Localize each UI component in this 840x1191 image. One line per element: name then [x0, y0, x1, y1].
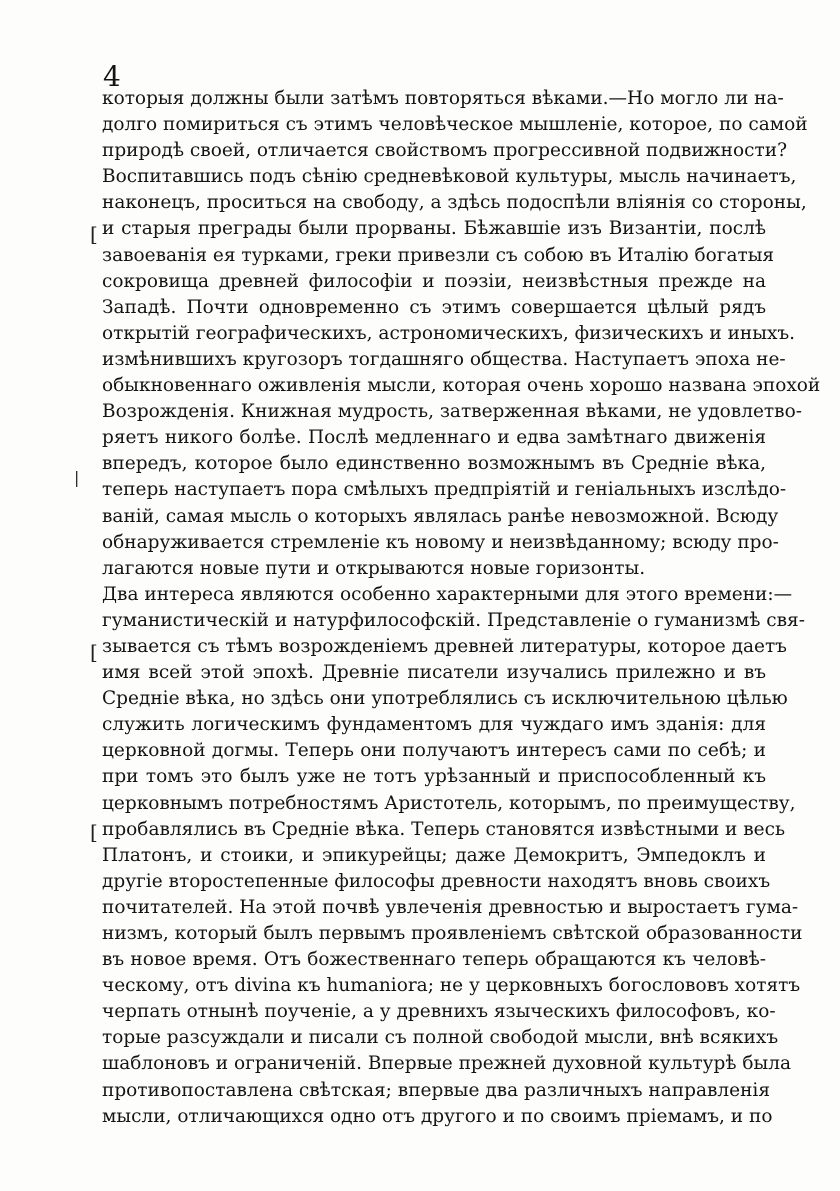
text-line: ряетъ никого болѣе. Послѣ медленнаго и едва замѣтнаго движенія: [102, 427, 766, 449]
text-line: ческому, отъ divina къ humaniora; не у церковныхъ богослововъ хотятъ: [102, 975, 801, 997]
text-line: и старыя преграды были прорваны. Бѣжавшіе изъ Византіи, послѣ: [102, 218, 766, 240]
text-line: Западѣ. Почти одновременно съ этимъ совершается цѣлый рядъ: [102, 296, 766, 318]
text-line: торые разсуждали и писали съ полной свободой мысли, внѣ всякихъ: [102, 1027, 779, 1049]
text-line: имя всей этой эпохѣ. Древніе писатели изучались прилежно и въ: [102, 662, 766, 684]
text-line: обнаруживается стремленіе къ новому и неизвѣданному; всюду про-: [102, 531, 779, 553]
text-line: пробавлялись въ Средніе вѣка. Теперь становятся извѣстными и весь: [102, 818, 786, 840]
paragraph: [102, 582, 805, 1130]
text-line: Воспитавшись подъ сѣнію средневѣковой культуры, мысль начинаетъ,: [102, 166, 797, 188]
page-number: 4: [103, 60, 121, 93]
text-line: которыя должны были затѣмъ повторяться вѣками.—Но могло ли на-: [102, 88, 784, 109]
body-text: [102, 86, 821, 1130]
text-line: Два интереса являются особенно характерными для этого времени:—: [102, 583, 793, 605]
text-line: ваній, самая мысль о которыхъ являлась ранѣе невозможной. Всюду: [102, 505, 779, 527]
margin-mark: [: [90, 222, 98, 246]
margin-mark: [: [90, 820, 98, 844]
text-line: Средніе вѣка, но здѣсь они употреблялись съ исключительною цѣлью: [102, 688, 788, 710]
text-line: почитателей. На этой почвѣ увлеченія древностью и выростаетъ гума-: [102, 896, 799, 918]
text-line: Возрожденія. Книжная мудрость, затверженная вѣками, не удовлетво-: [102, 401, 802, 423]
text-line: сокровища древней философіи и поэзіи, неизвѣстныя прежде на: [102, 270, 766, 292]
text-line: низмъ, который былъ первымъ проявленіемъ свѣтской образованности: [102, 923, 803, 944]
text-line: зывается съ тѣмъ возрожденіемъ древней литературы, которое даетъ: [102, 635, 787, 657]
text-line: церковной догмы. Теперь они получаютъ интересъ сами по себѣ; и: [102, 740, 766, 762]
text-line: завоеванія ея турками, греки привезли съ собою въ Италію богатыя: [102, 244, 775, 266]
text-line: измѣнившихъ кругозоръ тогдашняго общества. Наступаетъ эпоха не-: [102, 348, 786, 370]
text-line: служить логическимъ фундаментомъ для чуждаго имъ зданія: для: [102, 714, 766, 736]
text-line: Платонъ, и стоики, и эпикурейцы; даже Демокритъ, Эмпедоклъ и: [102, 844, 766, 866]
text-line: наконецъ, проситься на свободу, а здѣсь подоспѣли вліянія со стороны,: [102, 192, 807, 214]
text-line: обыкновеннаго оживленія мысли, которая очень хорошо названа эпохой: [102, 375, 821, 397]
text-line: церковнымъ потребностямъ Аристотель, которымъ, по преимуществу,: [102, 792, 796, 814]
margin-mark: [: [90, 640, 98, 664]
text-line: гуманистическій и натурфилософскій. Представленіе о гуманизмѣ свя-: [102, 609, 805, 631]
text-line: противопоставлена свѣтская; впервые два различныхъ направленія: [102, 1079, 771, 1101]
paragraph: [102, 86, 821, 582]
text-line: природѣ своей, отличается свойствомъ прогрессивной подвижности?: [102, 140, 787, 162]
text-line: открытій географическихъ, астрономическихъ, физическихъ и иныхъ.: [102, 322, 796, 344]
text-line: черпать отнынѣ поученіе, а у древнихъ языческихъ философовъ, ко-: [102, 1001, 776, 1023]
text-line: шаблоновъ и ограниченій. Впервые прежней духовной культурѣ была: [102, 1053, 792, 1075]
text-line: при томъ это былъ уже не тотъ урѣзанный и приспособленный къ: [102, 766, 766, 788]
margin-mark: |: [74, 468, 80, 487]
text-line: мысли, отличающихся одно отъ другого и по своимъ пріемамъ, и по: [102, 1105, 773, 1127]
text-line: другіе второстепенные философы древности находятъ вновь своихъ: [102, 870, 771, 892]
text-line: впередъ, которое было единственно возможнымъ въ Средніе вѣка,: [102, 453, 766, 475]
text-line: долго помириться съ этимъ человѣческое мышленіе, которое, по самой: [102, 114, 808, 136]
text-line: лагаются новые пути и открываются новые горизонты.: [102, 557, 646, 579]
text-line: въ новое время. Отъ божественнаго теперь обращаются къ человѣ-: [102, 949, 766, 971]
text-line: теперь наступаетъ пора смѣлыхъ предпріятій и геніальныхъ изслѣдо-: [102, 479, 787, 501]
